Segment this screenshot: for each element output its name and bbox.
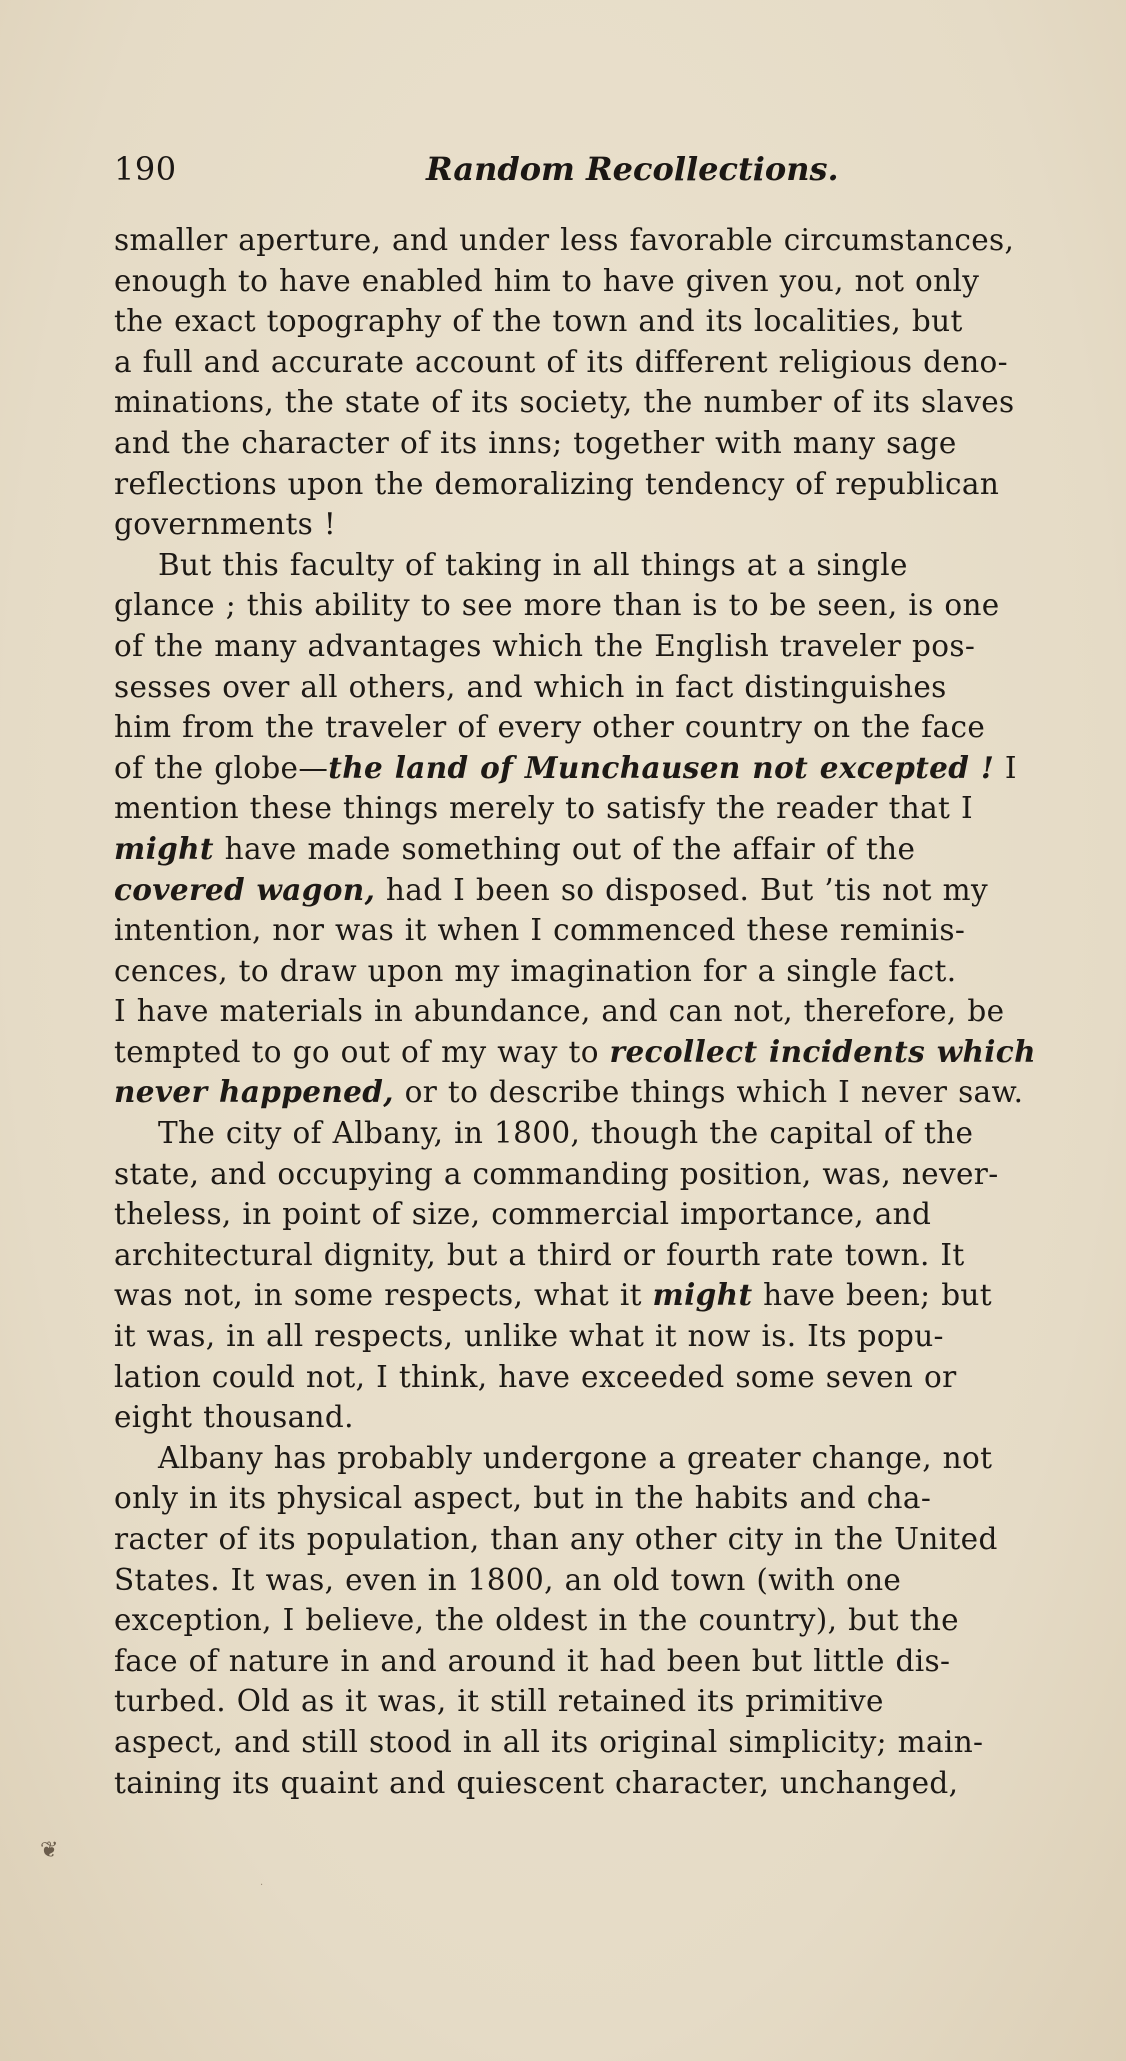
text-line [114,748,1091,789]
text-line: States. It was, even in 1800, an old town (with one [114,1562,902,1597]
line-segment: had I been so disposed. But ’tis not my [375,872,988,907]
line-segment: was not, in some respects, what it [114,1278,653,1313]
text-line: racter of its population, than any other city in the United [114,1522,998,1556]
text-line [114,870,1091,911]
body-text [114,220,1091,1803]
text-line: taining its quaint and quiescent character, unchanged, [114,1765,959,1800]
emphasized-phrase: never happened, [114,1074,394,1110]
line-segment: of the globe— [114,750,329,785]
text-line: I have materials in abundance, and can not, therefore, be [114,994,1005,1029]
text-line: the exact topography of the town and its localities, but [114,304,963,339]
text-line: turbed. Old as it was, it still retained its primitive [114,1684,884,1719]
emphasized-phrase: might [652,1277,753,1313]
text-line: only in its physical aspect, but in the habits and cha- [114,1481,932,1516]
text-line: reflections upon the demoralizing tendency of republican [114,466,1000,501]
emphasized-phrase: covered wagon, [114,871,376,907]
text-line: enough to have enabled him to have given you, not only [114,263,980,298]
text-line: exception, I believe, the oldest in the country), but the [114,1603,959,1638]
page-speck: · [260,1880,264,1891]
text-line: minations, the state of its society, the number of its slaves [114,385,1015,420]
text-line: aspect, and still stood in all its original simplicity; main- [114,1724,984,1759]
text-line: a full and accurate account of its different religious deno- [114,344,1008,379]
text-line: architectural dignity, but a third or fourth rate town. It [114,1237,965,1272]
line-segment: have been; but [752,1278,992,1313]
text-line: governments ! [114,507,337,542]
text-line: But this faculty of taking in all things at a single [158,547,908,582]
text-line: mention these things merely to satisfy the reader that I [114,791,973,826]
text-line: face of nature in and around it had been but little dis- [114,1643,951,1678]
text-line: theless, in point of size, commercial importance, and [114,1197,932,1232]
page-number: 190 [114,150,177,188]
text-line: state, and occupying a commanding position, was, never- [114,1156,999,1191]
text-line: smaller aperture, and under less favorable circumstances, [114,223,1015,257]
text-line [114,1032,1091,1073]
text-line: Albany has probably undergone a greater change, not [158,1440,993,1475]
text-line: cences, to draw upon my imagination for a single fact. [114,953,957,988]
text-line [114,829,1091,870]
text-line [114,1072,1091,1113]
text-line: The city of Albany, in 1800, though the capital of the [158,1116,974,1151]
running-title: Random Recollections. [426,150,839,188]
text-line: glance ; this ability to see more than is to be seen, is one [114,588,1000,623]
text-line: lation could not, I think, have exceeded some seven or [114,1359,957,1394]
line-segment: I [994,750,1017,785]
text-line: of the many advantages which the English traveler pos- [114,628,976,663]
text-line: intention, nor was it when I commenced these reminis- [114,913,966,948]
page-header [114,150,1074,190]
line-segment: have made something out of the affair of the [213,831,916,866]
emphasized-phrase: might [114,830,214,866]
text-line: eight thousand. [114,1400,354,1435]
emphasized-phrase: recollect incidents which [609,1033,1036,1069]
text-line: him from the traveler of every other country on the face [114,710,986,745]
text-line [114,1275,1091,1316]
margin-ornament-icon: ❦ [40,1838,59,1863]
line-segment: or to describe things which I never saw. [393,1075,1024,1110]
text-line: and the character of its inns; together with many sage [114,425,957,460]
line-segment: tempted to go out of my way to [114,1034,610,1069]
text-line: sesses over all others, and which in fact distinguishes [114,669,947,704]
text-line: it was, in all respects, unlike what it now is. Its popu- [114,1319,944,1354]
emphasized-phrase: the land of Munchausen not excepted ! [328,749,995,785]
